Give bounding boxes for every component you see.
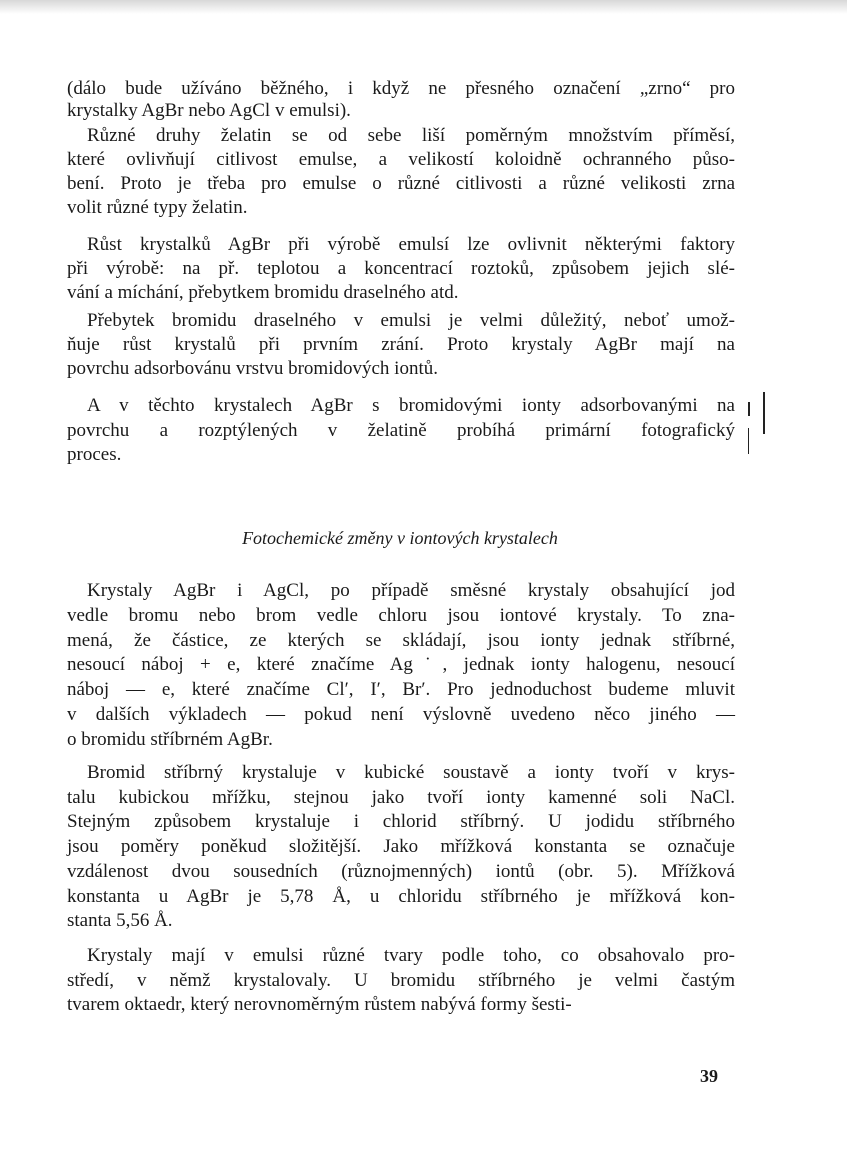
text-line: Krystaly mají v emulsi různé tvary podle toho, co obsahovalo pro- xyxy=(87,945,735,966)
text-line: krystalky AgBr nebo AgCl v emulsi). xyxy=(67,100,351,121)
text-line: (dálo bude užíváno běžného, i když ne přesného označení „zrno“ pro xyxy=(67,78,735,99)
text-line: nesoucí náboj + e, které značíme Ag˙, jednak ionty halogenu, nesoucí xyxy=(67,654,735,676)
text-line: které ovlivňují citlivost emulse, a velikostí koloidně ochranného půso- xyxy=(67,149,735,170)
text-line: proces. xyxy=(67,444,122,465)
scan-edge-shadow xyxy=(0,0,847,14)
text-line: vzdálenost dvou sousedních (různojmenných) iontů (obr. 5). Mřížková xyxy=(67,860,735,882)
text-line: mená, že částice, ze kterých se skládají, jsou ionty jednak stříbrné, xyxy=(67,629,735,651)
text-line: ňuje růst krystalů při prvním zrání. Proto krystaly AgBr mají na xyxy=(67,334,735,355)
text-line: Bromid stříbrný krystaluje v kubické soustavě a ionty tvoří v krys- xyxy=(87,762,735,783)
text-line: Různé druhy želatin se od sebe liší poměrným množstvím příměsí, xyxy=(87,125,735,146)
text-line: Přebytek bromidu draselného v emulsi je velmi důležitý, neboť umož- xyxy=(87,310,735,331)
text-line: při výrobě: na př. teplotou a koncentrací roztoků, způsobem jejich slé- xyxy=(67,258,735,279)
text-line: středí, v němž krystalovaly. U bromidu stříbrného je velmi častým xyxy=(67,969,735,991)
text-line: Růst krystalků AgBr při výrobě emulsí lze ovlivnit některými faktory xyxy=(87,234,735,255)
text-line: vedle bromu nebo brom vedle chloru jsou iontové krystaly. To zna- xyxy=(67,604,735,626)
section-heading: Fotochemické změny v iontových krystalech xyxy=(242,528,558,548)
text-line: jsou poměry poněkud složitější. Jako mřížková konstanta se označuje xyxy=(67,836,735,858)
text-line: talu kubickou mřížku, stejnou jako tvoří ionty kamenné soli NaCl. xyxy=(67,786,735,808)
text-line: konstanta u AgBr je 5,78 Å, u chloridu stříbrného je mřížková kon- xyxy=(67,885,735,907)
margin-mark xyxy=(748,428,749,454)
text-line: povrchu a rozptýlených v želatině probíhá primární fotografický xyxy=(67,419,735,441)
text-line: stanta 5,56 Å. xyxy=(67,910,173,932)
margin-mark xyxy=(748,402,750,416)
text-line: v dalších výkladech — pokud není výslovně uvedeno něco jiného — xyxy=(67,704,735,725)
text-line: Stejným způsobem krystaluje i chlorid stříbrný. U jodidu stříbrného xyxy=(67,811,735,833)
text-line: volit různé typy želatin. xyxy=(67,197,248,218)
text-line: povrchu adsorbovánu vrstvu bromidových iontů. xyxy=(67,358,438,379)
margin-mark xyxy=(763,392,765,434)
text-line: o bromidu stříbrném AgBr. xyxy=(67,728,273,750)
text-line: tvarem oktaedr, který nerovnoměrným růstem nabývá formy šesti- xyxy=(67,994,572,1015)
text-line: A v těchto krystalech AgBr s bromidovými ionty adsorbovanými na xyxy=(87,395,735,416)
text-line: náboj — e, které značíme Cl′, I′, Br′. Pro jednoduchost budeme mluvit xyxy=(67,679,735,701)
text-line: vání a míchání, přebytkem bromidu draselného atd. xyxy=(67,282,459,303)
text-line: bení. Proto je třeba pro emulse o různé citlivosti a různé velikosti zrna xyxy=(67,173,735,194)
text-line: Krystaly AgBr i AgCl, po případě směsné krystaly obsahující jod xyxy=(87,580,735,601)
page-number: 39 xyxy=(700,1066,718,1086)
